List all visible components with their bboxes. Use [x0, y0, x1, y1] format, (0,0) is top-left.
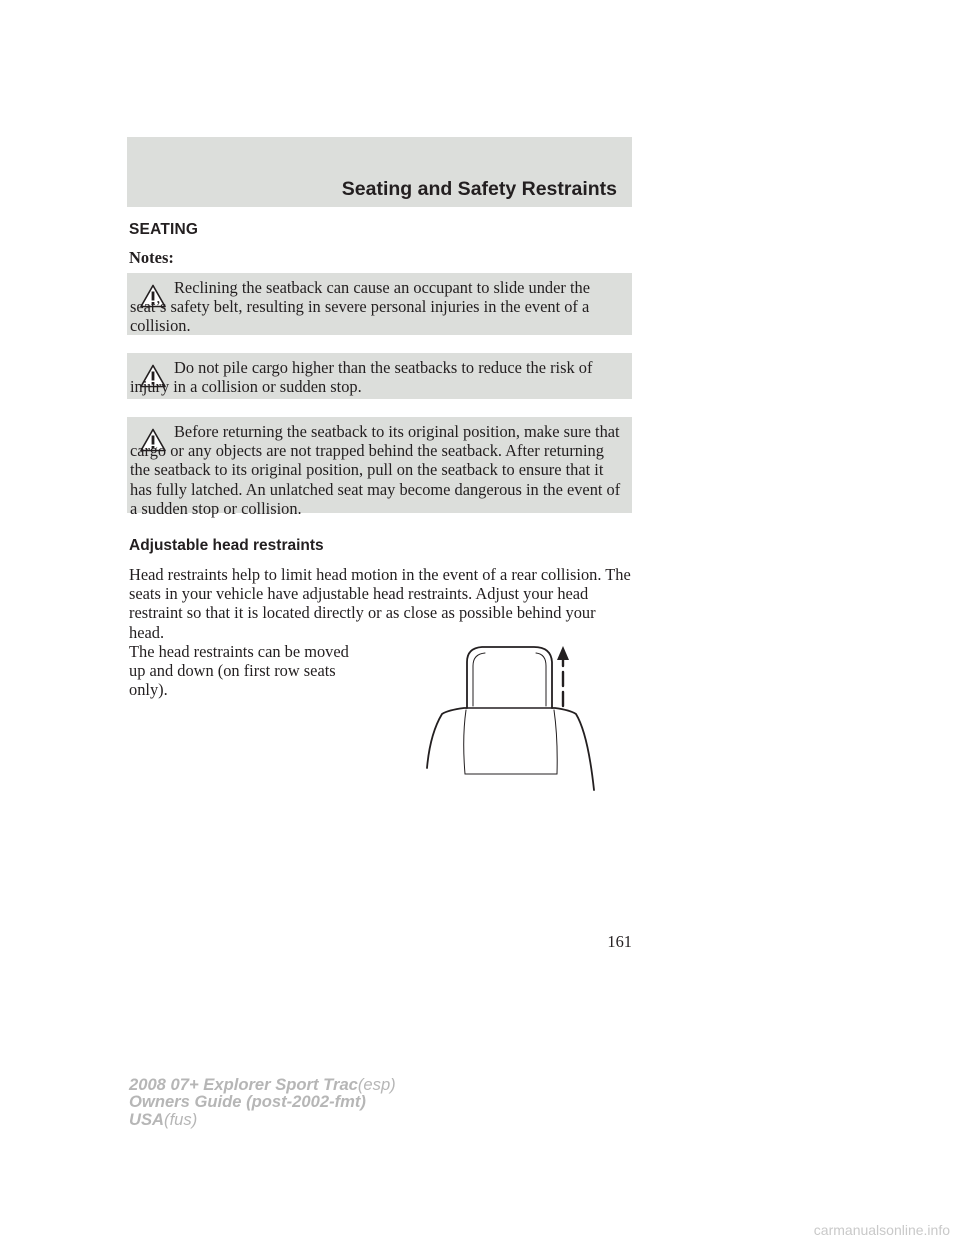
head-restraint-up-arrow-illustration: [418, 638, 604, 794]
subheading-head-restraints: Adjustable head restraints: [129, 537, 324, 554]
footer-line-2: Owners Guide (post-2002-fmt): [129, 1092, 366, 1112]
page-header-title: Seating and Safety Restraints: [341, 178, 617, 200]
warning-text-1: Reclining the seatback can cause an occupant to slide under the seat’s safety belt, resulting in severe personal injuries in the event of a collision.: [130, 278, 590, 336]
warning-text-3: Before returning the seatback to its original position, make sure that cargo or any objects are not trapped behind the seatback. After returning the seatback to its original position, pull on the seatback to ensure that it has fully latched. An unlatched seat may become dangerous in the event of a sudden stop or collision.: [130, 422, 621, 518]
warning-box-1: [127, 273, 632, 335]
footer-model: 2008 07+ Explorer Sport Trac: [129, 1075, 358, 1094]
footer-line-3: [129, 1111, 396, 1128]
warning-text-2: Do not pile cargo higher than the seatbacks to reduce the risk of injury in a collision or sudden stop.: [130, 358, 593, 397]
warning-box-2: [127, 353, 632, 399]
notes-label: Notes:: [129, 248, 174, 267]
page-number: 161: [607, 932, 632, 951]
watermark: carmanualsonline.info: [813, 1222, 950, 1238]
warning-box-3: [127, 417, 632, 518]
paragraph-head-restraints: Head restraints help to limit head motion in the event of a rear collision. The seats in your vehicle have adjustable head restraints. Adjust your head restraint so that it is located directly or as close as possible behind your head.: [129, 565, 631, 642]
footer-region-code: (fus): [164, 1109, 198, 1129]
footer-line-1: [129, 1076, 396, 1093]
footer-region: USA: [129, 1109, 165, 1129]
paragraph-head-restraints-movable: The head restraints can be moved up and down (on first row seats only).: [129, 642, 349, 700]
header-band: [127, 137, 632, 207]
document-footer: [129, 1076, 396, 1128]
section-heading: SEATING: [129, 221, 199, 238]
footer-model-code: (esp): [357, 1075, 396, 1094]
